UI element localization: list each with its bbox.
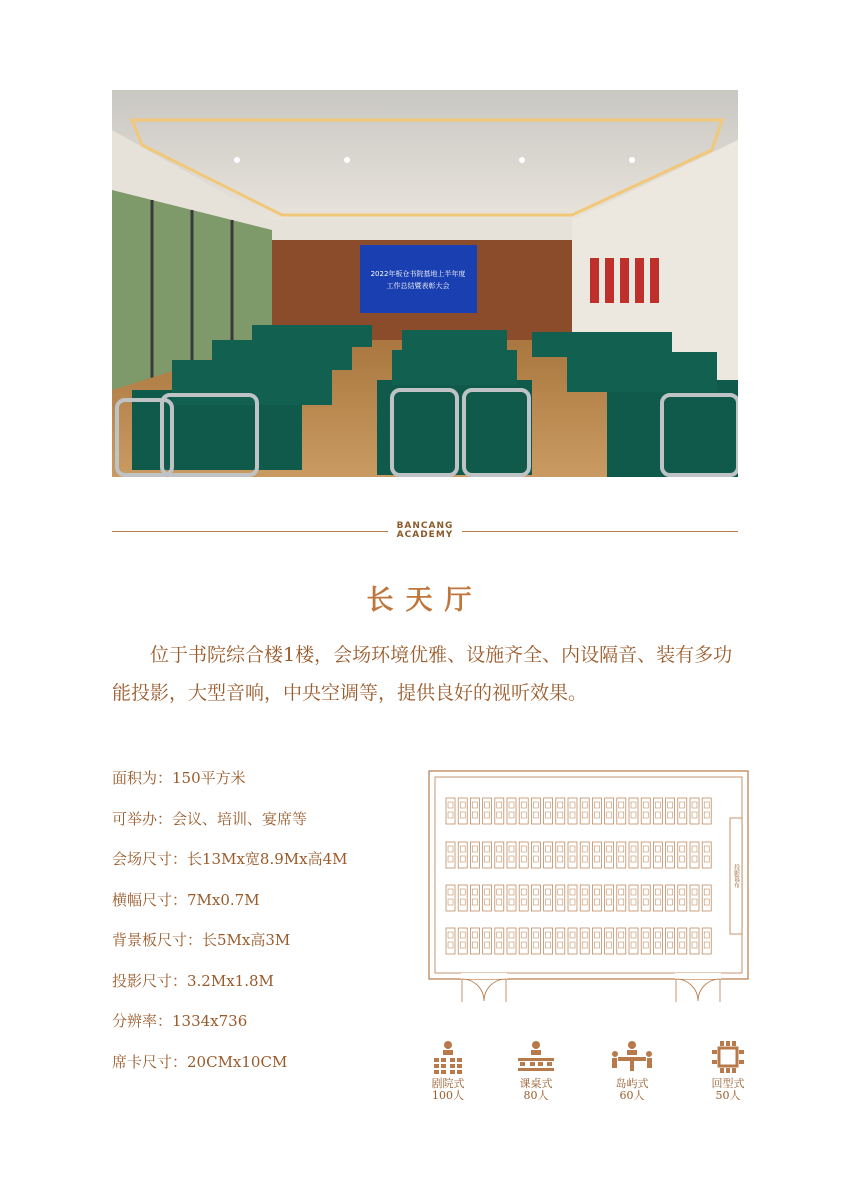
spec-list [112,766,347,1090]
chair [704,899,709,905]
divider-line-left [112,531,388,532]
chair [655,812,660,818]
seating-layouts [418,1040,758,1112]
chair [582,932,587,938]
chair [704,846,709,852]
spec-area: 面积为：150平方米 [112,769,246,787]
chair [607,889,612,895]
chair [460,802,465,808]
chair [680,889,685,895]
chair [472,889,477,895]
chair [643,932,648,938]
chair [668,856,673,862]
chair [631,856,636,862]
chair [472,802,477,808]
chair [643,856,648,862]
chair [485,846,490,852]
divider-line-right [462,531,738,532]
chair [704,812,709,818]
chair [533,889,538,895]
chair [497,899,502,905]
spec-venue-size: 会场尺寸：长13Mx宽8.9Mx高4M [112,850,348,868]
chair [631,846,636,852]
layout-classroom [506,1040,566,1102]
chair [643,802,648,808]
hollow-square-seating-icon [710,1040,746,1074]
chair [509,932,514,938]
chair [582,889,587,895]
chair [680,846,685,852]
chair [558,846,563,852]
chair [472,932,477,938]
chair [704,942,709,948]
chair [485,802,490,808]
chair [619,932,624,938]
chair [558,932,563,938]
floor-plan [428,770,749,1005]
spec-banner-size: 横幅尺寸：7Mx0.7M [112,890,260,909]
chair [546,899,551,905]
chair [692,856,697,862]
chair [680,899,685,905]
chair [460,942,465,948]
chair [692,899,697,905]
chair [704,856,709,862]
chair [607,856,612,862]
chair [594,802,599,808]
chair [655,856,660,862]
chair [485,812,490,818]
chair [692,942,697,948]
chair [521,942,526,948]
chair [619,899,624,905]
chair [546,942,551,948]
chair [533,942,538,948]
hall-description [112,636,742,712]
chair [485,889,490,895]
chair [546,846,551,852]
chair [521,812,526,818]
chair [582,856,587,862]
chair [509,846,514,852]
chair [607,932,612,938]
chair [448,846,453,852]
hall-photo [112,90,738,477]
chair [448,812,453,818]
chair [570,856,575,862]
island-seating-icon [610,1040,654,1074]
chair [680,812,685,818]
chair [570,942,575,948]
chair [448,942,453,948]
chair [643,899,648,905]
chair [655,932,660,938]
chair [594,932,599,938]
chair [509,802,514,808]
chair [582,812,587,818]
chair [680,942,685,948]
chair [448,889,453,895]
chair [582,942,587,948]
chair [521,899,526,905]
chair [533,812,538,818]
chair [460,932,465,938]
chair [619,889,624,895]
chair [704,932,709,938]
chair [655,802,660,808]
desk-grid [446,798,711,954]
chair [448,932,453,938]
layout-island-name: 岛屿式 [615,1077,649,1090]
chair [472,942,477,948]
chair [509,942,514,948]
chair [607,942,612,948]
spec-events: 可举办：会议、培训、宴席等 [112,809,308,828]
chair [668,889,673,895]
chair [607,802,612,808]
chair [607,899,612,905]
spec-projection-size: 投影尺寸：3.2Mx1.8M [112,971,274,990]
chair [558,899,563,905]
chair [643,889,648,895]
chair [570,846,575,852]
hall-description-text: 位于书院综合楼1楼，会场环境优雅、设施齐全、内设隔音、装有多功能投影，大型音响，中央空调等，提供良好的视听效果。 [112,644,733,704]
chair [509,899,514,905]
theater-seating-icon [431,1040,465,1074]
chair [497,802,502,808]
chair [472,812,477,818]
logo-line1: BANCANG [396,521,454,531]
chair [485,856,490,862]
layout-hollow-square-name: 回型式 [711,1077,745,1090]
chair [680,802,685,808]
chair [594,899,599,905]
chair [594,846,599,852]
screen-line2: 工作总结暨表彰大会 [386,282,450,290]
chair [558,889,563,895]
chair [619,812,624,818]
chair [594,889,599,895]
door-left [461,973,507,1002]
chair [533,802,538,808]
chair [533,932,538,938]
chair [485,899,490,905]
chair [680,856,685,862]
chair [546,812,551,818]
chair [558,812,563,818]
chair [582,899,587,905]
chair [631,932,636,938]
chair [521,802,526,808]
chair [594,942,599,948]
chair [448,802,453,808]
chair [704,889,709,895]
chair [448,856,453,862]
chair [509,889,514,895]
layout-theater-capacity: 100人 [432,1089,464,1102]
chair [692,812,697,818]
chair [668,802,673,808]
chair [643,942,648,948]
chair [570,802,575,808]
chair [704,802,709,808]
layout-hollow-square-capacity: 50人 [715,1089,741,1102]
chair [509,812,514,818]
layout-theater [418,1040,478,1102]
layout-hollow-square [698,1040,758,1102]
chair [594,856,599,862]
chair [472,846,477,852]
chair [631,942,636,948]
chair [485,942,490,948]
chair [582,802,587,808]
chair [619,846,624,852]
spec-resolution: 分辨率：1334x736 [112,1012,248,1030]
chair [607,846,612,852]
chair [668,942,673,948]
chair [546,802,551,808]
chair [692,932,697,938]
chair [485,932,490,938]
chair [631,812,636,818]
brand-divider [112,522,738,542]
chair [533,856,538,862]
hall-title: 长天厅 [366,585,484,616]
chair [460,856,465,862]
chair [655,942,660,948]
chair [668,899,673,905]
classroom-seating-icon [516,1040,556,1074]
chair [558,942,563,948]
chair [619,802,624,808]
chair [460,899,465,905]
chair [497,846,502,852]
chair [607,812,612,818]
chair [448,899,453,905]
chair [582,846,587,852]
spec-name-card-size: 席卡尺寸：20CMx10CM [112,1052,288,1071]
chair [521,932,526,938]
chair [655,889,660,895]
chair [497,932,502,938]
chair [521,889,526,895]
chair [497,856,502,862]
chair [521,846,526,852]
logo-line2: ACADEMY [396,530,454,540]
layout-classroom-capacity: 80人 [523,1089,549,1102]
layout-island [602,1040,662,1102]
chair [692,802,697,808]
chair [460,812,465,818]
chair [668,812,673,818]
projection-screen-label: 投影幕布 [732,864,740,888]
layout-classroom-name: 课桌式 [519,1077,553,1090]
chair [570,899,575,905]
chair [692,889,697,895]
chair [668,932,673,938]
chair [668,846,673,852]
bancang-academy-logo [388,522,462,540]
chair [619,856,624,862]
layout-theater-name: 剧院式 [431,1077,465,1090]
chair [497,889,502,895]
chair [509,856,514,862]
chair [533,846,538,852]
chair [533,899,538,905]
chair [692,846,697,852]
chair [680,932,685,938]
chair [546,889,551,895]
chair [497,942,502,948]
chair [570,932,575,938]
chair [558,856,563,862]
chair [631,889,636,895]
chair [460,889,465,895]
chair [631,899,636,905]
chair [643,846,648,852]
chair [460,846,465,852]
chair [558,802,563,808]
chair [497,812,502,818]
screen-line1: 2022年板仓书院基地上半年度 [370,270,466,278]
chair [570,889,575,895]
chair [655,899,660,905]
door-right [675,973,721,1002]
chair [472,856,477,862]
chair [521,856,526,862]
chair [546,932,551,938]
chair [472,899,477,905]
chair [546,856,551,862]
chair [631,802,636,808]
chair [570,812,575,818]
chair [643,812,648,818]
spec-backdrop-size: 背景板尺寸：长5Mx高3M [112,931,291,949]
chair [619,942,624,948]
chair [655,846,660,852]
chair [594,812,599,818]
layout-island-capacity: 60人 [619,1089,645,1102]
